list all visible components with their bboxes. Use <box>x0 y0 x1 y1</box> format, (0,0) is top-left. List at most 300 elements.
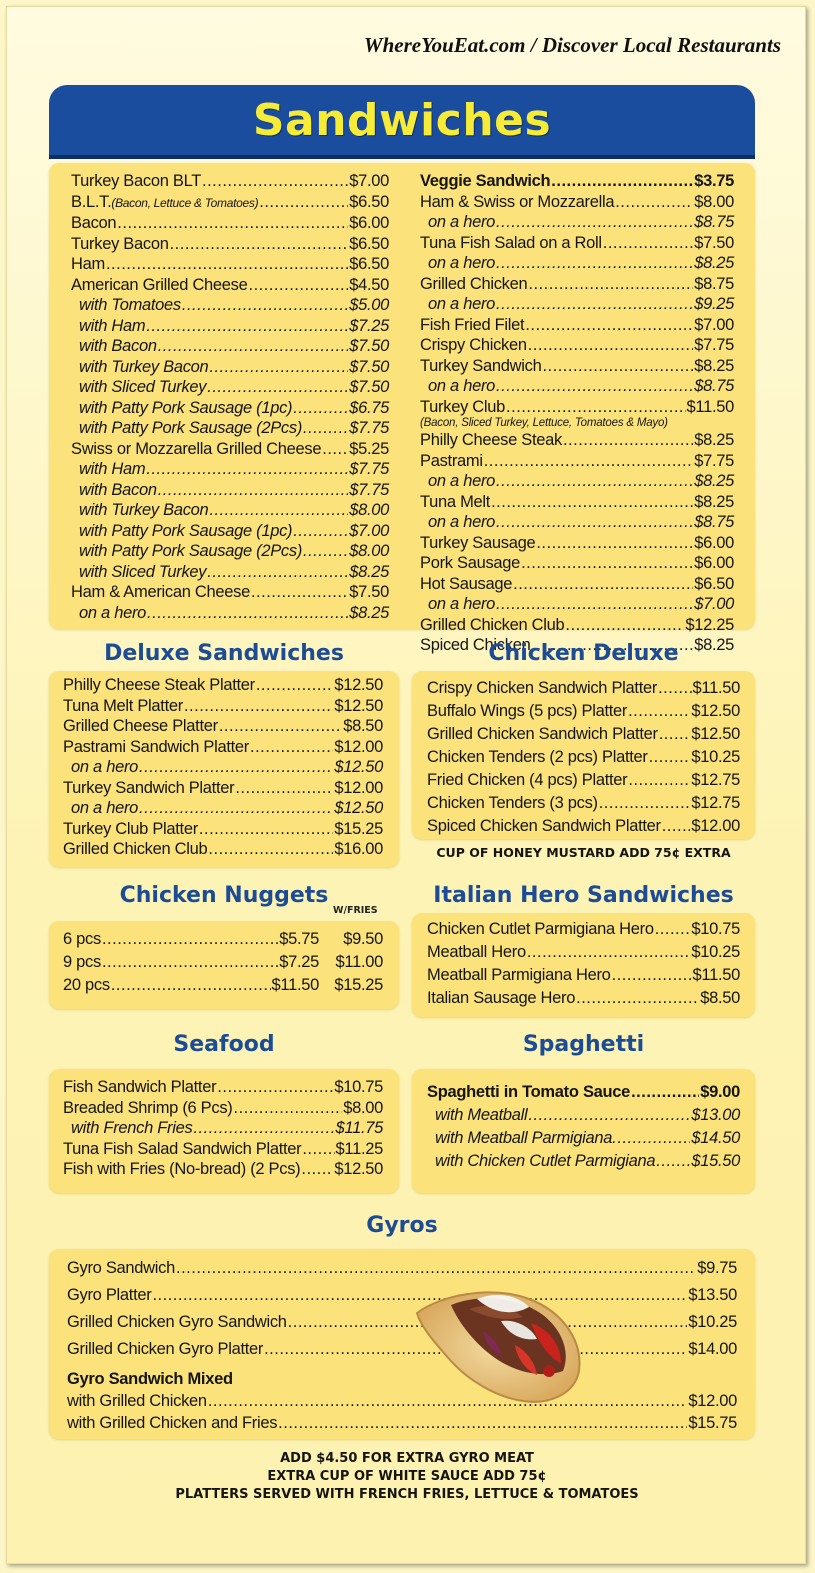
menu-item-price: $8.25 <box>694 492 734 511</box>
menu-item-name: Meatball Parmigiana Hero <box>427 966 611 984</box>
menu-item-name: Philly Cheese Steak <box>420 431 562 449</box>
menu-item-price: $8.25 <box>694 431 734 449</box>
menu-item-name: with Chicken Cutlet Parmigiana <box>435 1152 656 1170</box>
menu-item-name: Spaghetti in Tomato Sauce <box>427 1083 631 1101</box>
menu-item-price: $7.00 <box>349 172 389 190</box>
menu-item-row <box>71 295 389 316</box>
menu-item-price: $8.25 <box>694 356 734 375</box>
leader-dots <box>182 295 348 316</box>
menu-item-name: Tuna Fish Salad Sandwich Platter <box>63 1139 302 1158</box>
leader-dots <box>528 274 693 295</box>
menu-item-price: $12.50 <box>691 702 740 720</box>
leader-dots <box>542 356 693 377</box>
menu-item-name: Fish with Fries (No-bread) (2 Pcs) <box>63 1160 301 1178</box>
menu-item-row <box>427 815 740 838</box>
leader-dots <box>208 839 333 860</box>
menu-item-row <box>71 562 389 583</box>
menu-item-price-with-fries: $11.00 <box>335 953 383 971</box>
menu-item-row <box>427 723 740 746</box>
menu-item-price: $6.75 <box>349 398 389 417</box>
menu-item-price: $12.00 <box>691 817 740 835</box>
menu-item-row <box>420 451 734 472</box>
leader-dots <box>496 512 693 533</box>
leader-dots <box>658 677 691 700</box>
menu-item-name: Tuna Melt Platter <box>63 696 183 715</box>
seafood-list <box>63 1077 383 1180</box>
menu-item-row <box>427 1127 740 1150</box>
leader-dots <box>217 1077 333 1098</box>
menu-item-name: Gyro Platter <box>67 1286 152 1304</box>
menu-item-price-with-fries: $9.50 <box>343 930 383 948</box>
leader-dots <box>202 171 348 192</box>
menu-item-name: Philly Cheese Steak Platter <box>63 676 255 694</box>
sandwiches-left-list <box>71 171 389 623</box>
leader-dots <box>146 459 348 480</box>
menu-item-row <box>420 315 734 336</box>
menu-item-name: Grilled Chicken Gyro Sandwich <box>67 1313 287 1331</box>
menu-item-price: $7.75 <box>349 460 389 478</box>
leader-dots <box>628 769 690 792</box>
italian-list <box>427 918 740 1010</box>
menu-item-name: with Bacon <box>79 480 157 499</box>
menu-item-price: $6.00 <box>694 554 734 572</box>
menu-item-price: $7.75 <box>349 419 389 437</box>
nuggets-fries-header: W/FRIES <box>333 905 378 916</box>
menu-item-price: $7.50 <box>349 583 389 601</box>
menu-item-name: on a hero <box>428 513 496 531</box>
menu-item-row <box>420 397 734 418</box>
leader-dots <box>146 316 348 337</box>
menu-item-row <box>420 574 734 595</box>
menu-item-row <box>427 1104 740 1127</box>
menu-item-price: $8.25 <box>694 472 734 490</box>
menu-item-name: Turkey Bacon <box>71 234 169 253</box>
leader-dots <box>659 723 691 746</box>
menu-item-price: $12.50 <box>334 676 383 694</box>
menu-item-price: $15.75 <box>688 1414 737 1432</box>
menu-item-name: on a hero <box>428 254 496 272</box>
menu-item-name: Fried Chicken (4 pcs) Platter <box>427 771 628 789</box>
menu-item-price: $13.00 <box>691 1106 740 1124</box>
menu-item-row <box>420 171 734 192</box>
menu-item-name: on a hero <box>428 377 496 395</box>
menu-item-row <box>71 603 389 624</box>
menu-item-row <box>63 1159 383 1180</box>
menu-item-price: $14.00 <box>688 1340 737 1358</box>
menu-item-price: $14.50 <box>691 1129 740 1147</box>
menu-item-price: $6.00 <box>694 533 734 552</box>
menu-item-name: Turkey Club Platter <box>63 819 198 838</box>
menu-item-row <box>427 746 740 769</box>
leader-dots <box>536 533 693 554</box>
menu-item-name: Tuna Fish Salad on a Roll <box>420 233 602 252</box>
leader-dots <box>603 233 693 254</box>
menu-item-row <box>420 274 734 295</box>
menu-item-price: $8.25 <box>694 254 734 272</box>
leader-dots <box>528 335 693 356</box>
leader-dots <box>484 451 694 472</box>
menu-item-row <box>427 987 740 1010</box>
menu-item-price: $10.75 <box>691 920 740 938</box>
menu-item-row <box>71 541 389 562</box>
leader-dots <box>207 377 348 398</box>
leader-dots <box>207 562 348 583</box>
menu-item-name: with Patty Pork Sausage (2Pcs) <box>79 419 303 437</box>
menu-item-row <box>71 521 389 542</box>
menu-item-row <box>71 418 389 439</box>
menu-item-price-with-fries: $15.25 <box>334 976 383 994</box>
menu-item-price: $8.50 <box>700 989 740 1007</box>
leader-dots <box>139 757 333 778</box>
menu-item-row <box>63 1098 383 1119</box>
leader-dots <box>302 1139 334 1160</box>
leader-dots <box>117 213 348 234</box>
menu-item-name: Tuna Melt <box>420 492 491 511</box>
menu-item-name: Turkey Club <box>420 397 506 416</box>
menu-item-row <box>67 1255 737 1282</box>
menu-item-price: $9.25 <box>694 295 734 313</box>
menu-item-name: Chicken Tenders (2 pcs) Platter <box>427 748 648 766</box>
menu-item-price: $12.50 <box>334 696 383 715</box>
menu-item-row <box>71 582 389 603</box>
deluxe-list <box>63 675 383 860</box>
menu-item-name: Chicken Cutlet Parmigiana Hero <box>427 920 654 938</box>
menu-item-price: $12.00 <box>688 1392 737 1410</box>
menu-item-name: with Grilled Chicken and Fries <box>67 1414 278 1432</box>
leader-dots <box>259 192 348 213</box>
menu-item-row <box>427 1150 740 1173</box>
menu-item-row <box>427 700 740 723</box>
chicken-deluxe-title: Chicken Deluxe <box>488 641 679 666</box>
leader-dots <box>496 471 693 492</box>
menu-item-name: Turkey Sandwich <box>420 356 542 375</box>
leader-dots <box>521 553 693 574</box>
menu-item-row <box>427 918 740 941</box>
menu-item-name: on a hero <box>71 799 139 817</box>
menu-item-row <box>420 471 734 492</box>
leader-dots <box>527 941 691 964</box>
menu-item-name: with Sliced Turkey <box>79 562 207 581</box>
honey-mustard-note: CUP OF HONEY MUSTARD ADD 75¢ EXTRA <box>436 845 731 860</box>
leader-dots <box>617 1127 690 1150</box>
menu-item-row <box>420 233 734 254</box>
menu-item-row <box>63 675 383 696</box>
menu-item-row <box>71 459 389 480</box>
leader-dots <box>250 737 333 758</box>
leader-dots <box>496 376 693 397</box>
menu-item-row <box>420 294 734 315</box>
leader-dots <box>303 418 348 439</box>
menu-item-name: Chicken Tenders (3 pcs) <box>427 794 598 812</box>
menu-item-row <box>420 594 734 615</box>
menu-item-price: $8.00 <box>349 542 389 560</box>
menu-item-price: $11.50 <box>271 976 319 994</box>
leader-dots <box>158 480 348 501</box>
leader-dots <box>563 430 693 451</box>
leader-dots <box>599 792 691 815</box>
menu-item-name: on a hero <box>79 603 147 622</box>
menu-item-name: Gyro Sandwich <box>67 1259 175 1277</box>
menu-item-name: Spiced Chicken <box>420 636 531 654</box>
menu-item-name: Bacon <box>71 214 117 232</box>
menu-item-row <box>71 377 389 398</box>
leader-dots <box>199 819 333 840</box>
menu-item-price: $8.25 <box>694 636 734 654</box>
menu-item-price: $7.00 <box>349 521 389 540</box>
menu-page <box>6 6 806 1564</box>
menu-item-price: $11.25 <box>335 1139 383 1158</box>
menu-item-row <box>71 192 389 214</box>
menu-item-row <box>420 212 734 233</box>
menu-item-price: $8.00 <box>343 1098 383 1117</box>
leader-dots <box>662 815 691 838</box>
menu-item-price: $5.75 <box>279 930 319 948</box>
menu-item-name: with Patty Pork Sausage (1pc) <box>79 398 293 417</box>
menu-item-row <box>71 500 389 521</box>
menu-item-name: with Meatball Parmigiana. <box>435 1129 617 1147</box>
leader-dots <box>102 951 278 974</box>
menu-item-row <box>71 398 389 419</box>
menu-item-row <box>63 757 383 778</box>
menu-item-name: Grilled Chicken Club <box>420 615 565 634</box>
leader-dots <box>184 696 333 717</box>
menu-item-price: $7.00 <box>694 315 734 334</box>
menu-item-price: $7.75 <box>694 336 734 354</box>
menu-item-price: $11.50 <box>692 966 740 984</box>
menu-item-name: B.L.T. <box>71 192 112 211</box>
menu-item-price: $6.00 <box>349 214 389 232</box>
menu-item-row <box>63 928 383 951</box>
leader-dots <box>139 798 333 819</box>
menu-item-price: $8.00 <box>349 501 389 519</box>
menu-item-price: $8.25 <box>349 562 389 581</box>
menu-item-row <box>63 778 383 799</box>
leader-dots <box>111 974 271 997</box>
leader-dots <box>496 594 693 615</box>
footer-note: ADD $4.50 FOR EXTRA GYRO MEAT <box>280 1451 534 1466</box>
menu-item-price: $8.75 <box>694 274 734 293</box>
menu-item-price: $6.50 <box>349 255 389 273</box>
menu-item-name: Veggie Sandwich <box>420 172 551 190</box>
leader-dots <box>193 1118 334 1139</box>
menu-item-price: $7.75 <box>694 451 734 470</box>
menu-item-name: Pastrami <box>420 451 483 470</box>
leader-dots <box>525 315 693 336</box>
menu-item-price: $3.75 <box>694 172 734 190</box>
leader-dots <box>256 675 333 696</box>
menu-item-price: $10.25 <box>688 1313 737 1331</box>
footer-notes <box>7 1450 806 1504</box>
leader-dots <box>278 1412 687 1434</box>
leader-dots <box>170 234 349 255</box>
menu-item-name: Turkey Sandwich Platter <box>63 778 235 797</box>
menu-item-price: $15.50 <box>691 1152 740 1170</box>
menu-item-name: with Tomatoes <box>79 296 181 314</box>
chicken-deluxe-list <box>427 677 740 838</box>
menu-item-name: Fish Fried Filet <box>420 315 525 334</box>
menu-item-price: $11.50 <box>692 679 740 697</box>
menu-item-price: $12.50 <box>334 799 383 817</box>
menu-item-price: $8.75 <box>694 377 734 395</box>
menu-item-row <box>71 336 389 357</box>
gyros-list <box>67 1255 737 1363</box>
menu-item-price: $7.75 <box>349 480 389 499</box>
menu-item-row <box>420 492 734 513</box>
menu-item-name: 6 pcs <box>63 930 101 948</box>
menu-item-row <box>420 376 734 397</box>
menu-item-name: with Turkey Bacon <box>79 501 209 519</box>
menu-item-row <box>71 213 389 234</box>
menu-item-name: 20 pcs <box>63 976 110 994</box>
menu-item-price: $12.75 <box>691 771 740 789</box>
menu-item-price: $10.75 <box>334 1078 383 1096</box>
menu-item-price: $8.25 <box>349 603 389 622</box>
gyros-mixed-list <box>67 1390 737 1434</box>
menu-item-name: with Patty Pork Sausage (2Pcs) <box>79 542 303 560</box>
nuggets-title: Chicken Nuggets <box>119 883 329 908</box>
menu-item-name: Crispy Chicken <box>420 336 527 354</box>
menu-item-row <box>63 1139 383 1160</box>
leader-dots <box>628 700 690 723</box>
leader-dots <box>249 275 349 296</box>
footer-note: PLATTERS SERVED WITH FRENCH FRIES, LETTUCE & TOMATOES <box>175 1487 639 1502</box>
menu-item-row <box>427 964 740 987</box>
menu-item-name: on a hero <box>428 472 496 490</box>
menu-item-price: $12.50 <box>691 725 740 743</box>
menu-item-name: with Ham <box>79 460 146 478</box>
menu-item-name: with Meatball <box>435 1106 528 1124</box>
menu-item-price: $5.25 <box>349 439 389 458</box>
menu-item-row <box>63 951 383 974</box>
menu-item-price: $12.00 <box>334 737 383 756</box>
menu-item-row <box>63 1118 383 1139</box>
menu-item-price: $13.50 <box>688 1286 737 1304</box>
menu-item-name: Grilled Chicken Club <box>63 840 208 858</box>
spaghetti-list <box>427 1081 740 1173</box>
leader-dots <box>106 254 348 275</box>
menu-item-name: Grilled Chicken Gyro Platter <box>67 1340 264 1358</box>
gyro-mixed-label: Gyro Sandwich Mixed <box>67 1370 233 1388</box>
menu-item-price: $6.50 <box>349 192 389 211</box>
leader-dots <box>528 1104 690 1127</box>
menu-item-row <box>420 512 734 533</box>
menu-item-row <box>71 254 389 275</box>
menu-item-price: $11.50 <box>686 397 734 416</box>
menu-item-row <box>427 1081 740 1104</box>
menu-item-price: $8.00 <box>694 192 734 211</box>
menu-item-note: (Bacon, Lettuce & Tomatoes) <box>111 195 259 210</box>
banner-title: Sandwiches <box>252 94 552 146</box>
leader-dots <box>496 294 693 315</box>
footer-note: EXTRA CUP OF WHITE SAUCE ADD 75¢ <box>267 1469 547 1484</box>
menu-item-row <box>420 430 734 451</box>
menu-item-name: Hot Sausage <box>420 574 513 593</box>
menu-item-row <box>71 480 389 501</box>
menu-item-price: $7.25 <box>279 953 319 971</box>
menu-item-name: with Turkey Bacon <box>79 357 209 376</box>
menu-item-row <box>67 1309 737 1336</box>
menu-item-name: Grilled Chicken <box>420 274 528 293</box>
menu-item-row <box>427 677 740 700</box>
menu-item-name: on a hero <box>71 758 139 776</box>
menu-item-price: $7.50 <box>349 357 389 376</box>
italian-title: Italian Hero Sandwiches <box>433 883 734 908</box>
leader-dots <box>209 357 348 378</box>
leader-dots <box>496 212 693 233</box>
menu-item-note: (Bacon, Sliced Turkey, Lettuce, Tomatoes & Mayo) <box>420 417 668 429</box>
leader-dots <box>102 928 278 951</box>
menu-item-name: Grilled Cheese Platter <box>63 717 218 735</box>
menu-item-row <box>63 798 383 819</box>
menu-item-row <box>427 769 740 792</box>
menu-item-name: Crispy Chicken Sandwich Platter <box>427 679 658 697</box>
menu-item-name: Grilled Chicken Sandwich Platter <box>427 725 658 743</box>
gyros-title: Gyros <box>366 1213 438 1238</box>
menu-item-price: $8.50 <box>343 717 383 735</box>
menu-item-price: $8.75 <box>694 213 734 231</box>
menu-item-price: $7.25 <box>349 316 389 335</box>
leader-dots <box>496 253 693 274</box>
menu-item-row <box>63 696 383 717</box>
menu-item-row <box>427 792 740 815</box>
menu-item-price: $12.25 <box>685 615 734 634</box>
menu-item-price: $12.00 <box>334 778 383 797</box>
menu-item-row <box>420 192 734 213</box>
menu-item-name: American Grilled Cheese <box>71 275 248 294</box>
leader-dots <box>209 500 348 521</box>
menu-item-name: Fish Sandwich Platter <box>63 1078 217 1096</box>
menu-item-row <box>71 439 389 460</box>
leader-dots <box>491 492 693 513</box>
leader-dots <box>576 987 699 1010</box>
menu-item-row <box>63 819 383 840</box>
leader-dots <box>612 964 692 987</box>
menu-item-price: $9.75 <box>697 1259 737 1277</box>
menu-item-name: Buffalo Wings (5 pcs) Platter <box>427 702 628 720</box>
menu-item-name: 9 pcs <box>63 953 101 971</box>
menu-item-row <box>71 316 389 337</box>
menu-item-row <box>420 533 734 554</box>
menu-item-row <box>67 1282 737 1309</box>
menu-item-price: $12.50 <box>334 1160 383 1178</box>
menu-item-price: $7.50 <box>349 378 389 396</box>
leader-dots <box>615 192 693 213</box>
menu-item-price: $6.50 <box>694 574 734 593</box>
menu-item-row <box>67 1390 737 1412</box>
menu-item-row <box>427 941 740 964</box>
leader-dots <box>158 336 348 357</box>
leader-dots <box>551 171 693 192</box>
menu-item-price: $15.25 <box>334 819 383 838</box>
menu-item-name: Breaded Shrimp (6 Pcs) <box>63 1098 233 1117</box>
menu-item-name: Spiced Chicken Sandwich Platter <box>427 817 661 835</box>
menu-item-price: $9.00 <box>700 1083 740 1101</box>
leader-dots <box>301 1159 333 1180</box>
sandwiches-right-list <box>420 171 734 656</box>
menu-item-row <box>420 335 734 356</box>
menu-item-price: $16.00 <box>334 840 383 858</box>
menu-item-name: with French Fries <box>71 1119 193 1137</box>
menu-item-row <box>63 1077 383 1098</box>
menu-item-name: with Patty Pork Sausage (1pc) <box>79 521 293 540</box>
menu-item-price: $5.00 <box>349 296 389 314</box>
menu-item-row <box>63 716 383 737</box>
menu-item-name: Italian Sausage Hero <box>427 989 576 1007</box>
leader-dots <box>147 603 348 624</box>
menu-item-price: $10.25 <box>691 748 740 766</box>
menu-item-name: Swiss or Mozzarella Grilled Cheese <box>71 439 322 458</box>
leader-dots <box>631 1081 699 1104</box>
